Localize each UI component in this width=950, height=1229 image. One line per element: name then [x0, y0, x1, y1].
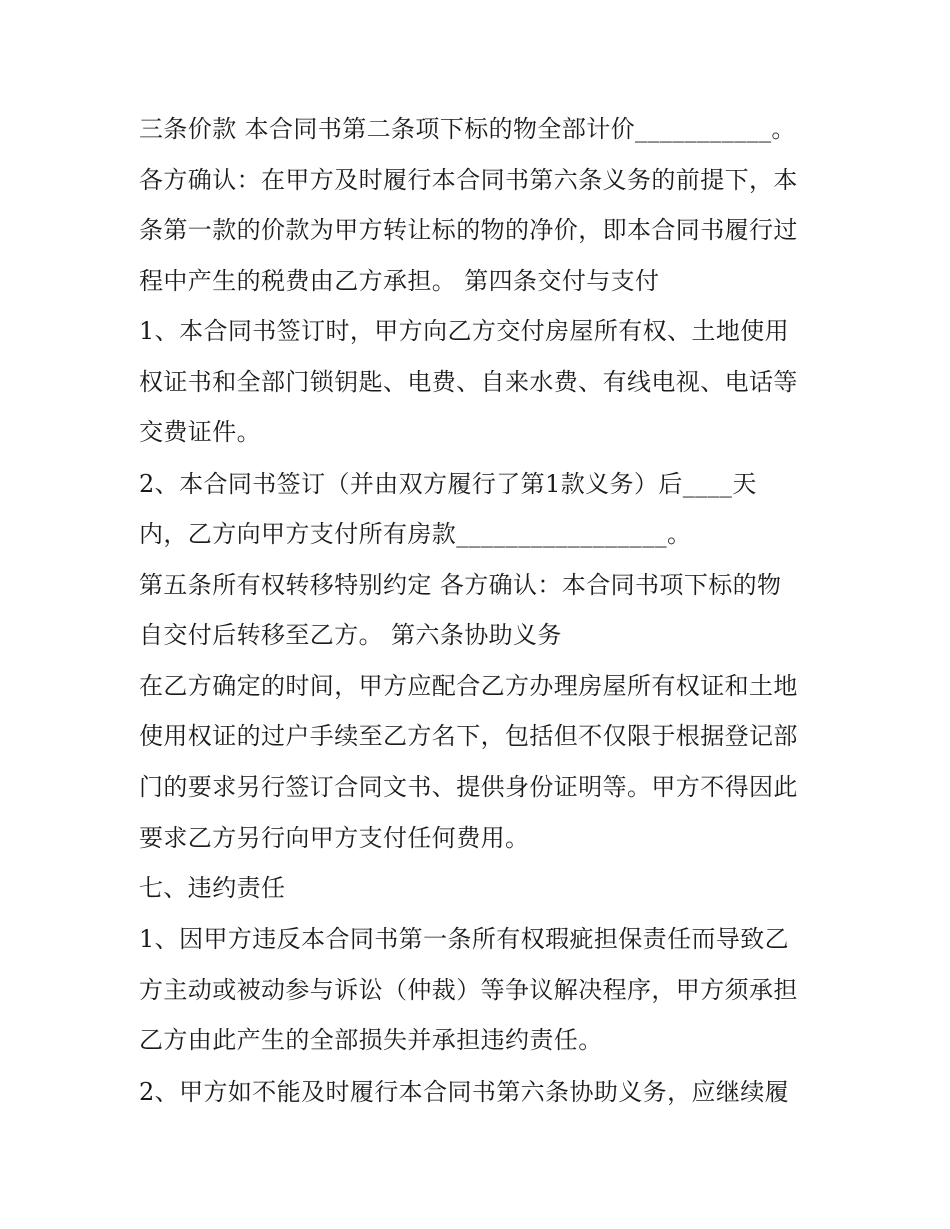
text-line: 使用权证的过户手续至乙方名下，包括但不仅限于根据登记部 [139, 722, 798, 750]
text-line: 方主动或被动参与诉讼（仲裁）等争议解决程序，甲方须承担 [139, 976, 798, 1004]
text-line: 1、因甲方违反本合同书第一条所有权瑕疵担保责任而导致乙 [139, 925, 790, 953]
text-line: 2、甲方如不能及时履行本合同书第六条协助义务，应继续履 [139, 1078, 790, 1106]
text-line: 门的要求另行签订合同文书、提供身份证明等。甲方不得因此 [139, 773, 798, 801]
text-line: 各方确认：在甲方及时履行本合同书第六条义务的前提下，本 [139, 166, 798, 194]
text-line: 在乙方确定的时间，甲方应配合乙方办理房屋所有权证和土地 [139, 672, 798, 700]
text-line: 第五条所有权转移特别约定 各方确认：本合同书项下标的物 [139, 571, 782, 599]
text-line: 三条价款 本合同书第二条项下标的物全部计价___________。 [139, 115, 796, 143]
text-line: 程中产生的税费由乙方承担。 第四条交付与支付 [139, 267, 660, 295]
text-line: 自交付后转移至乙方。 第六条协助义务 [139, 621, 562, 649]
text-line: 内，乙方向甲方支付所有房款_________________。 [139, 520, 692, 548]
text-line: 1、本合同书签订时，甲方向乙方交付房屋所有权、土地使用 [139, 317, 790, 345]
text-line: 交费证件。 [139, 418, 261, 446]
section-heading: 七、违约责任 [139, 874, 286, 902]
text-line: 条第一款的价款为甲方转让标的物的净价，即本合同书履行过 [139, 216, 798, 244]
text-line: 2、本合同书签订（并由双方履行了第1款义务）后____天 [139, 470, 757, 498]
text-line: 乙方由此产生的全部损失并承担违约责任。 [139, 1026, 603, 1054]
text-line: 权证书和全部门锁钥匙、电费、自来水费、有线电视、电话等 [139, 368, 798, 396]
text-line: 要求乙方另行向甲方支付任何费用。 [139, 824, 530, 852]
